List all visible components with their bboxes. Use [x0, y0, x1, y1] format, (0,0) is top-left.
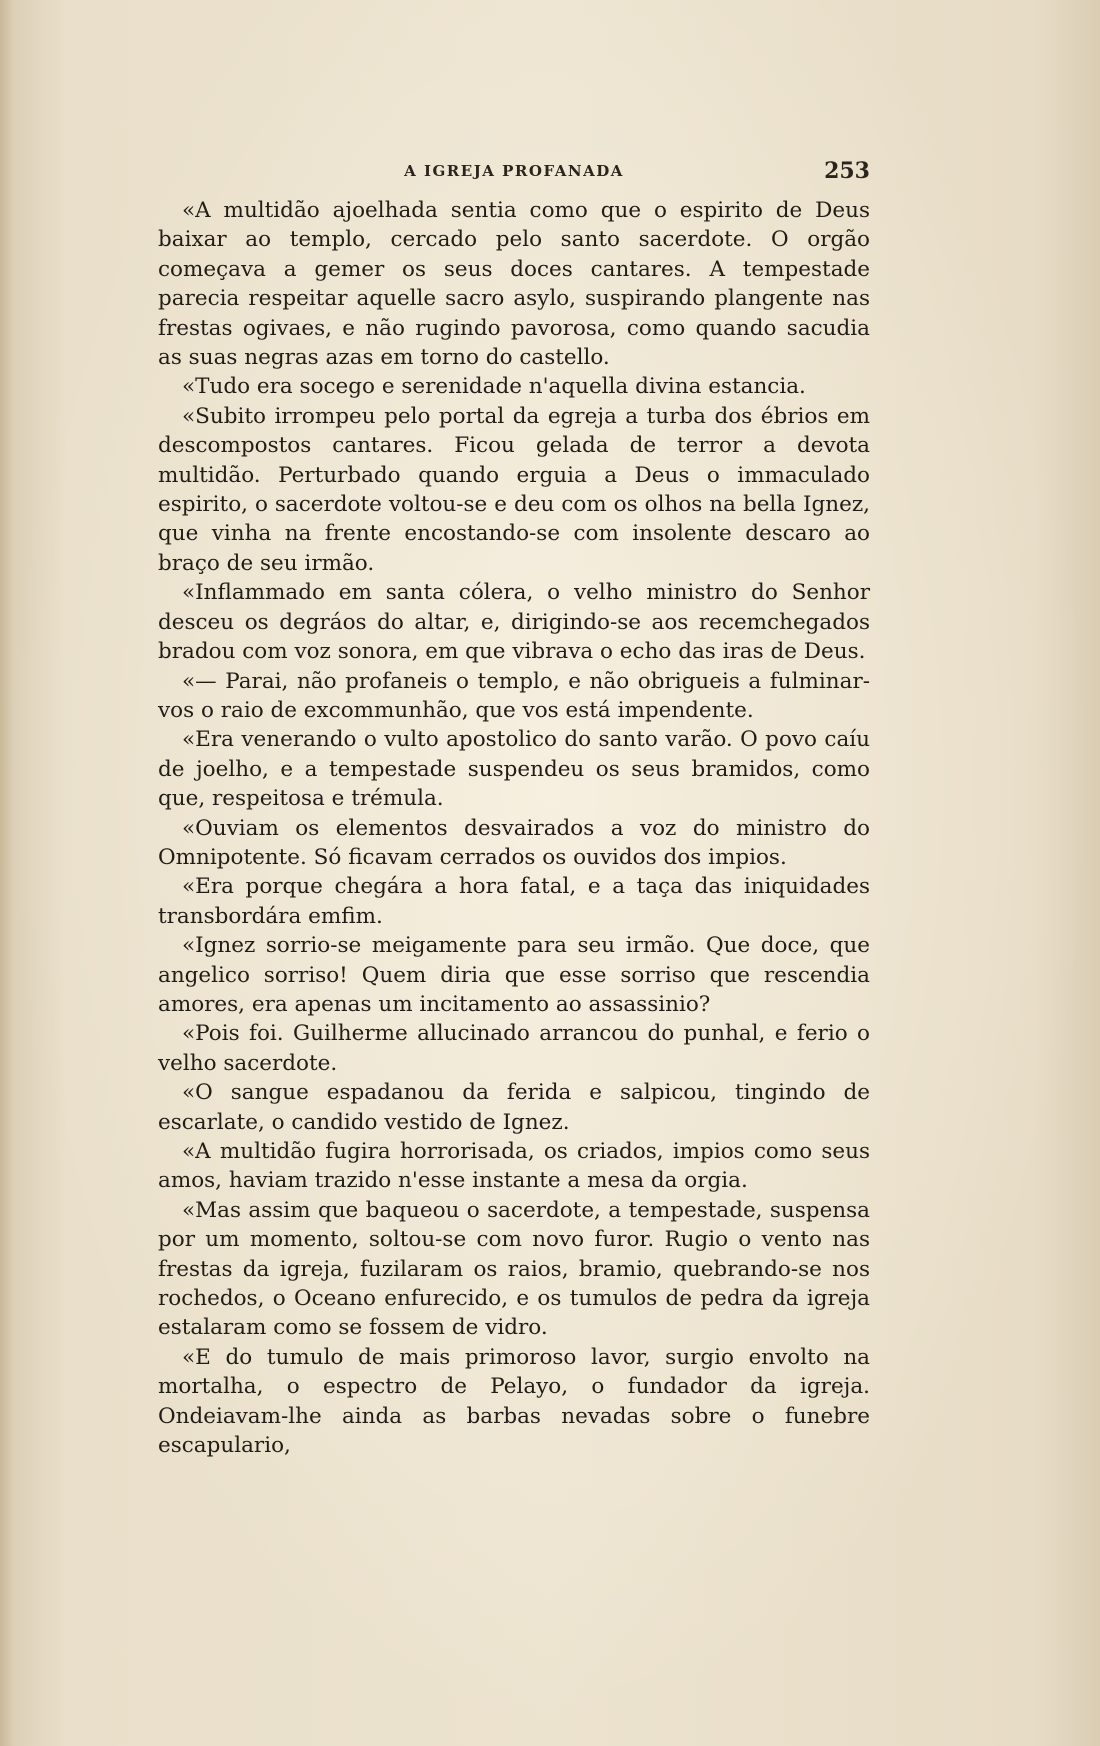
paragraph: «Mas assim que baqueou o sacerdote, a tempestade, suspensa por um momento, soltou-se com novo furor. Rugio o vento nas frestas da igreja, fuzilaram os raios, bramio, quebrando-se nos rochedos, o Oceano enfurecido, e os tumulos de pedra da igreja estalaram como se fossem de vidro.: [158, 1197, 870, 1341]
paragraph: «A multidão fugira horrorisada, os criados, impios como seus amos, haviam trazido n'esse instante a mesa da orgia.: [158, 1139, 870, 1194]
paragraph: «O sangue espadanou da ferida e salpicou, tingindo de escarlate, o candido vestido de Ignez.: [158, 1080, 870, 1135]
paragraph: «A multidão ajoelhada sentia como que o espirito de Deus baixar ao templo, cercado pelo santo sacerdote. O orgão começava a gemer os seus doces cantares. A tempestade parecia respeitar aquelle sacro asylo, suspirando plangente nas frestas ogivaes, e não rugindo pavorosa, como quando sacudia as suas negras azas em torno do castello.: [158, 198, 870, 371]
paragraph: «Era venerando o vulto apostolico do santo varão. O povo caíu de joelho, e a tempestade suspendeu os seus bramidos, como que, respeitosa e trémula.: [158, 727, 870, 812]
paragraph: «Era porque chegára a hora fatal, e a taça das iniquidades transbordára emfim.: [158, 874, 870, 929]
paragraph: «E do tumulo de mais primoroso lavor, surgio envolto na mortalha, o espectro de Pelayo, o fundador da igreja. Ondeiavam-lhe ainda as barbas nevadas sobre o funebre escapulario,: [158, 1344, 870, 1459]
paragraph: «Ignez sorrio-se meigamente para seu irmão. Que doce, que angelico sorriso! Quem diria que esse sorriso que rescendia amores, era apenas um incitamento ao assassinio?: [158, 933, 870, 1017]
paragraph: «— Parai, não profaneis o templo, e não obrigueis a fulminar-vos o raio de excommunhão, que vos está impendente.: [158, 668, 870, 723]
paragraph: «Tudo era socego e serenidade n'aquella divina estancia.: [182, 374, 806, 400]
text-body: [158, 196, 870, 1460]
paragraph: «Subito irrompeu pelo portal da egreja a turba dos ébrios em descompostos cantares. Ficou gelada de terror a devota multidão. Perturbado quando erguia a Deus o immaculado espirito, o sacerdote voltou-se e deu com os olhos na bella Ignez, que vinha na frente encostando-se com insolente descaro ao braço de seu irmão.: [158, 403, 870, 576]
paragraph: «Ouviam os elementos desvairados a voz do ministro do Omnipotente. Só ficavam cerrados os ouvidos dos impios.: [158, 815, 870, 870]
paragraph: «Inflammado em santa cólera, o velho ministro do Senhor desceu os degráos do altar, e, dirigindo-se aos recemchegados bradou com voz sonora, em que vibrava o echo das iras de Deus.: [158, 580, 870, 665]
running-head-title: A IGREJA PROFANADA: [404, 162, 624, 180]
page-number: 253: [824, 158, 870, 184]
paragraph: «Pois foi. Guilherme allucinado arrancou do punhal, e ferio o velho sacerdote.: [158, 1021, 870, 1076]
running-head: [158, 158, 870, 184]
